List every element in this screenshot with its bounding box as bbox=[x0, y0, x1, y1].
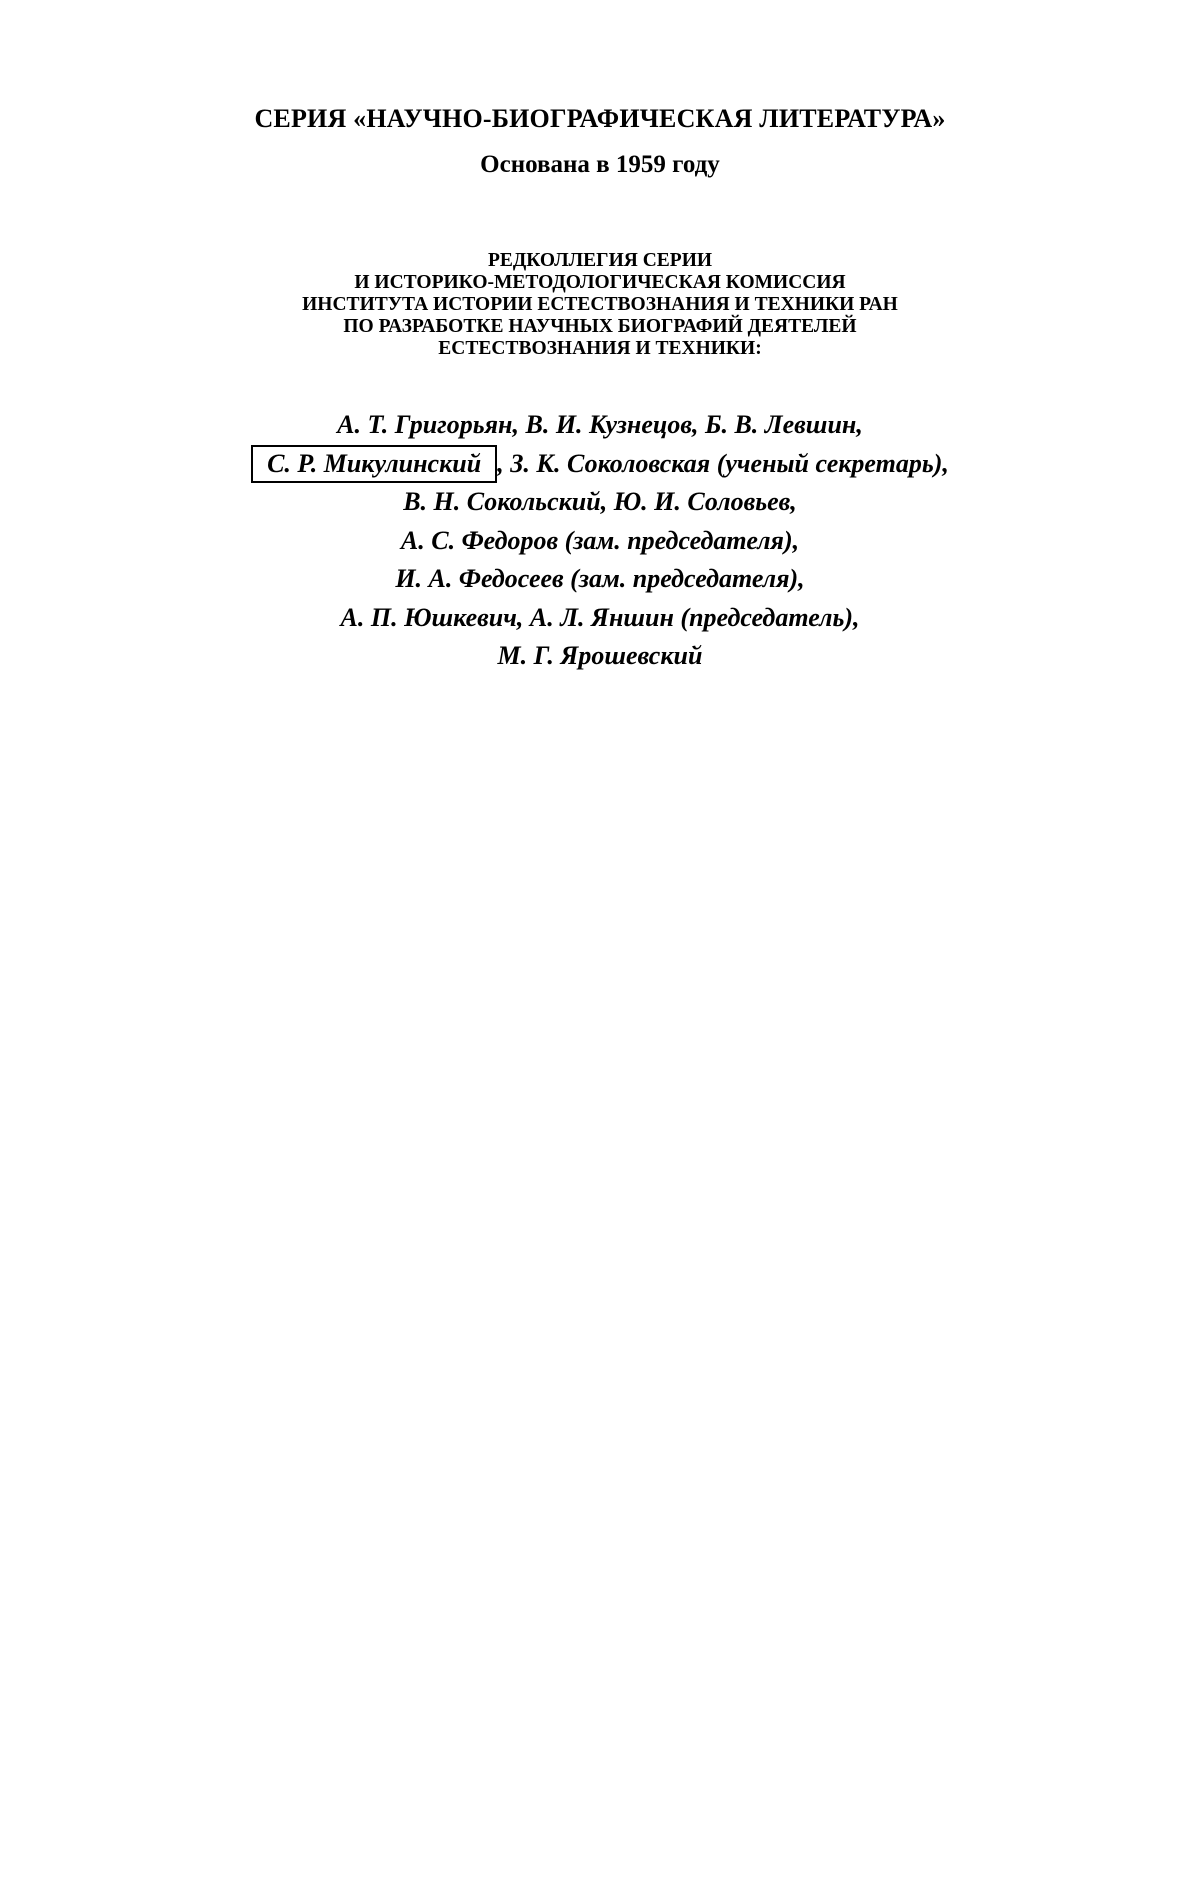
members-line: А. С. Федоров (зам. председателя), bbox=[400, 525, 800, 555]
board-heading-line: ПО РАЗРАБОТКЕ НАУЧНЫХ БИОГРАФИЙ ДЕЯТЕЛЕЙ bbox=[343, 316, 857, 337]
founded-line: Основана в 1959 году bbox=[480, 151, 720, 178]
board-heading-line: ЕСТЕСТВОЗНАНИЯ И ТЕХНИКИ: bbox=[438, 338, 762, 359]
board-heading-line: И ИСТОРИКО-МЕТОДОЛОГИЧЕСКАЯ КОМИССИЯ bbox=[354, 272, 846, 293]
members-line: М. Г. Ярошевский bbox=[497, 641, 703, 670]
series-title: СЕРИЯ «НАУЧНО-БИОГРАФИЧЕСКАЯ ЛИТЕРАТУРА» bbox=[254, 104, 946, 133]
memorial-framed-name: С. Р. Микулинский bbox=[251, 445, 497, 483]
board-heading-line: ИНСТИТУТА ИСТОРИИ ЕСТЕСТВОЗНАНИЯ И ТЕХНИКИ РАН bbox=[302, 294, 898, 315]
board-members-list bbox=[0, 406, 1200, 676]
members-line: В. Н. Сокольский, Ю. И. Соловьев, bbox=[403, 487, 797, 516]
members-line: И. А. Федосеев (зам. председателя), bbox=[395, 564, 805, 593]
members-line-rest: , З. К. Соколовская (ученый секретарь), bbox=[497, 448, 949, 478]
editorial-board-heading bbox=[0, 250, 1200, 360]
members-line: А. П. Юшкевич, А. Л. Яншин (председатель), bbox=[340, 602, 860, 632]
members-line bbox=[0, 445, 1200, 484]
board-heading-line: РЕДКОЛЛЕГИЯ СЕРИИ bbox=[487, 250, 713, 271]
members-line: А. Т. Григорьян, В. И. Кузнецов, Б. В. Левшин, bbox=[337, 410, 863, 439]
